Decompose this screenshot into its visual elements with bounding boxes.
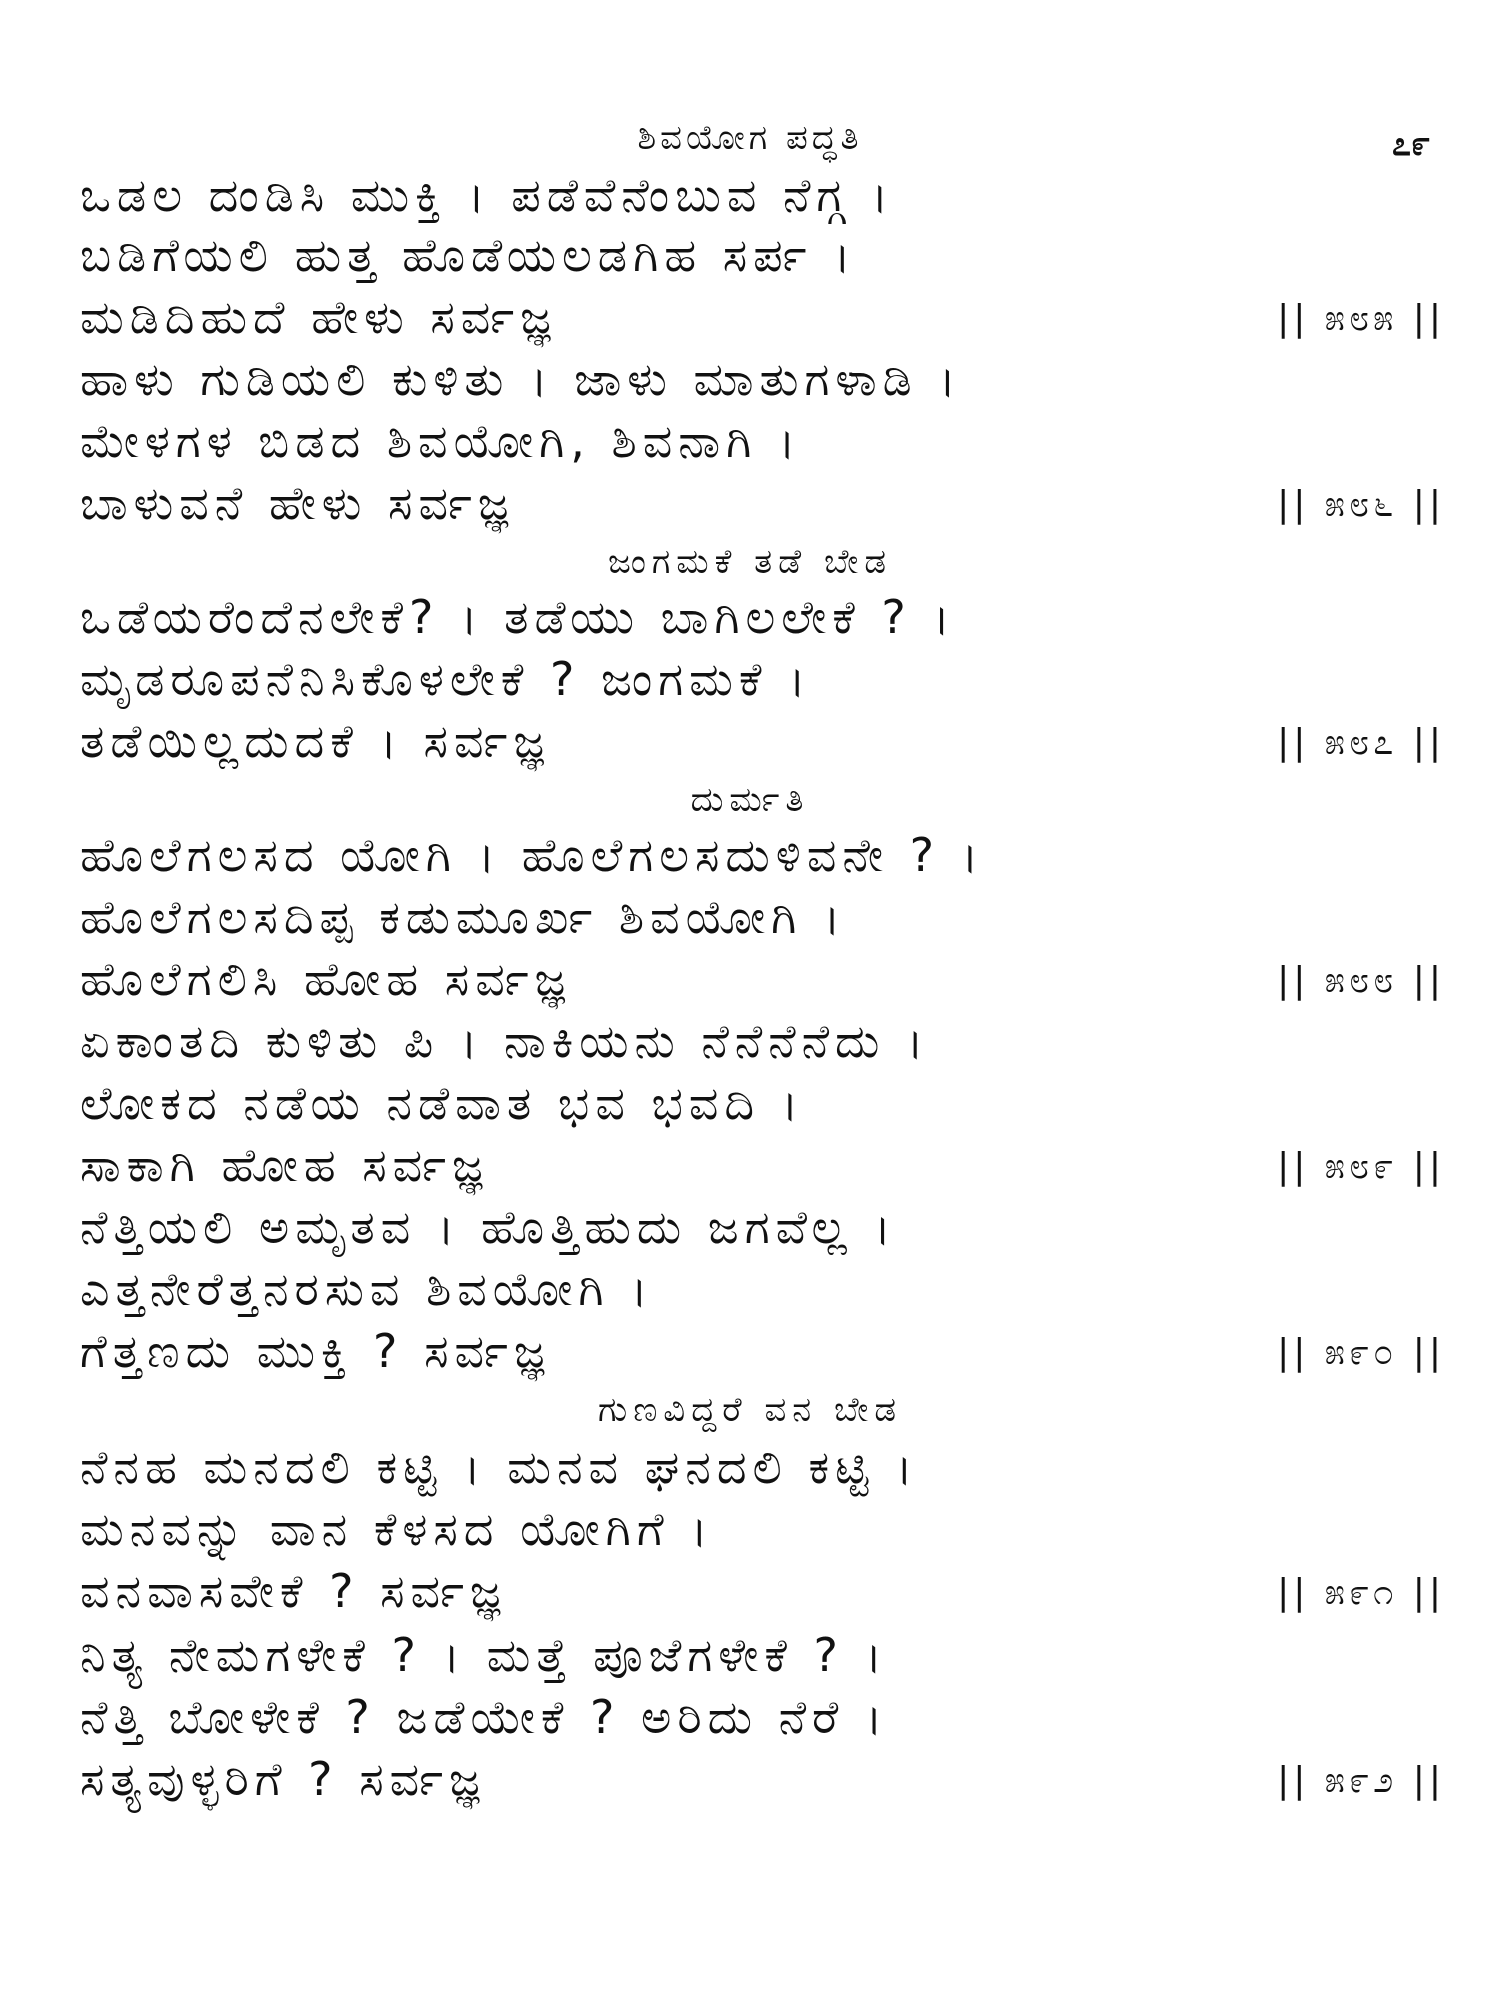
verse-line: ಲೋಕದ ನಡೆಯ ನಡೆವಾತ ಭವ ಭವದಿ ।: [80, 1076, 805, 1130]
verse-line: ನೆನಹ ಮನದಲಿ ಕಟ್ಟಿ । ಮನವ ಘನದಲಿ ಕಟ್ಟಿ ।: [80, 1440, 919, 1494]
verse-number: || ೫೮೯ ||: [1277, 1146, 1445, 1187]
section-heading: ದುರ್ಮತಿ: [690, 780, 810, 820]
verse-line: ಹೊಲೆಗಲಿಸಿ ಹೋಹ ಸರ್ವಜ್ಞ: [80, 952, 572, 1006]
verse-line: ನೆತ್ತಿ ಬೋಳೇಕೆ ? ಜಡೆಯೇಕೆ ? ಅರಿದು ನೆರೆ ।: [80, 1690, 889, 1744]
verse-line: ನಿತ್ಯ ನೇಮಗಳೇಕೆ ? । ಮತ್ತೆ ಪೂಜೆಗಳೇಕೆ ? ।: [80, 1628, 889, 1682]
verse-line: ಸಾಕಾಗಿ ಹೋಹ ಸರ್ವಜ್ಞ: [80, 1138, 489, 1192]
page-number: ೭೯: [1391, 124, 1430, 164]
verse-line: ಒಡೆಯರೆಂದೆನಲೇಕೆ? । ತಡೆಯು ಬಾಗಿಲಲೇಕೆ ? ।: [80, 590, 956, 644]
verse-line: ಹೊಲೆಗಲಸದಿಪ್ಪ ಕಡುಮೂರ್ಖ ಶಿವಯೋಗಿ ।: [80, 890, 847, 944]
verse-line: ಬಾಳುವನೆ ಹೇಳು ಸರ್ವಜ್ಞ: [80, 476, 515, 530]
verse-line: ಮೃಡರೂಪನೆನಿಸಿಕೊಳಲೇಕೆ ? ಜಂಗಮಕೆ ।: [80, 652, 812, 706]
verse-line: ಗೆತ್ತಣದು ಮುಕ್ತಿ ? ಸರ್ವಜ್ಞ: [80, 1324, 551, 1378]
verse-line: ಮಡಿದಿಹುದೆ ಹೇಳು ಸರ್ವಜ್ಞ: [80, 290, 557, 344]
verse-line: ತಡೆಯಿಲ್ಲದುದಕೆ । ಸರ್ವಜ್ಞ: [80, 714, 550, 768]
verse-line: ಎತ್ತನೇರೆತ್ತನರಸುವ ಶಿವಯೋಗಿ ।: [80, 1262, 654, 1316]
verse-line: ಒಡಲ ದಂಡಿಸಿ ಮುಕ್ತಿ । ಪಡೆವೆನೆಂಬುವ ನೆಗ್ಗ ।: [80, 168, 895, 222]
verse-line: ಸತ್ಯವುಳ್ಳರಿಗೆ ? ಸರ್ವಜ್ಞ: [80, 1752, 486, 1806]
verse-line: ಏಕಾಂತದಿ ಕುಳಿತು ಪಿ । ನಾಕಿಯನು ನೆನೆನೆನೆದು ।: [80, 1014, 930, 1068]
verse-number: || ೫೮೬ ||: [1277, 484, 1445, 525]
verse-line: ಬಡಿಗೆಯಲಿ ಹುತ್ತ ಹೊಡೆಯಲಡಗಿಹ ಸರ್ಪ ।: [80, 228, 857, 282]
running-title: ಶಿವಯೋಗ ಪದ್ಧತಿ: [637, 118, 863, 158]
verse-number: || ೫೮೫ ||: [1277, 298, 1445, 339]
verse-line: ವನವಾಸವೇಕೆ ? ಸರ್ವಜ್ಞ: [80, 1564, 507, 1618]
verse-number: || ೫೮೭ ||: [1277, 722, 1445, 763]
verse-line: ಮನವನ್ನು ವಾನ ಕೆಳಸದ ಯೋಗಿಗೆ ।: [80, 1502, 714, 1556]
verse-number: || ೫೯೦ ||: [1277, 1332, 1445, 1373]
verse-number: || ೫೯೨ ||: [1277, 1760, 1445, 1801]
verse-line: ನೆತ್ತಿಯಲಿ ಅಮೃತವ । ಹೊತ್ತಿಹುದು ಜಗವೆಲ್ಲ ।: [80, 1200, 897, 1254]
section-heading: ಜಂಗಮಕೆ ತಡೆ ಬೇಡ: [608, 542, 892, 582]
verse-number: || ೫೯೧ ||: [1277, 1572, 1445, 1613]
verse-line: ಹೊಲೆಗಲಸದ ಯೋಗಿ । ಹೊಲೆಗಲಸದುಳಿವನೇ ? ।: [80, 828, 985, 882]
verse-line: ಹಾಳು ಗುಡಿಯಲಿ ಕುಳಿತು । ಜಾಳು ಮಾತುಗಳಾಡಿ ।: [80, 352, 962, 406]
section-heading: ಗುಣವಿದ್ದರೆ ವನ ಬೇಡ: [597, 1390, 903, 1430]
verse-line: ಮೇಳಗಳ ಬಿಡದ ಶಿವಯೋಗಿ, ಶಿವನಾಗಿ ।: [80, 414, 802, 468]
verse-number: || ೫೮೮ ||: [1277, 960, 1445, 1001]
